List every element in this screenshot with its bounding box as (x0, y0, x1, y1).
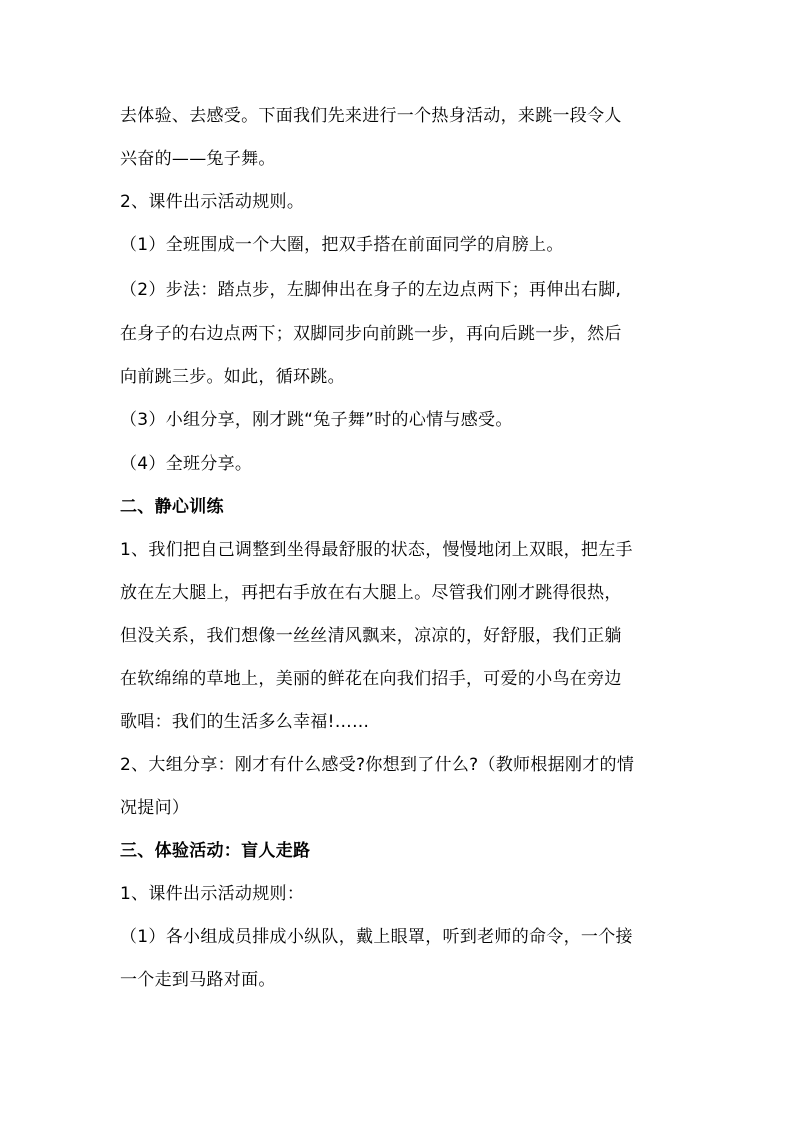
activity-rules-heading: 1、课件出示活动规则： (120, 884, 305, 904)
section-heading-3: 三、体验活动：盲人走路 (120, 841, 311, 861)
rule-4-line: （4）全班分享。 (120, 454, 253, 474)
meditation-line-4: 在软绵绵的草地上，美丽的鲜花在向我们招手，可爱的小鸟在旁边 (120, 669, 622, 689)
rule-2-line-3: 向前跳三步。如此，循环跳。 (120, 367, 345, 387)
meditation-line-2: 放在左大腿上，再把右手放在右大腿上。尽管我们刚才跳得很热， (120, 583, 622, 603)
paragraph-intro-line-1: 去体验、去感受。下面我们先来进行一个热身活动，来跳一段令人 (120, 106, 622, 126)
activity-rule-1-line-2: 一个走到马路对面。 (120, 970, 276, 990)
meditation-line-3: 但没关系，我们想像一丝丝清风飘来，凉凉的，好舒服，我们正躺 (120, 626, 622, 646)
group-share-line-1: 2、大组分享：刚才有什么感受?你想到了什么?（教师根据刚才的情 (120, 755, 635, 775)
paragraph-intro-line-2: 兴奋的——兔子舞。 (120, 149, 276, 169)
rule-3-line: （3）小组分享，刚才跳“兔子舞”时的心情与感受。 (120, 410, 513, 430)
step-2-rules-heading: 2、课件出示活动规则。 (120, 192, 305, 212)
group-share-line-2: 况提问） (120, 798, 190, 818)
meditation-line-5: 歌唱：我们的生活多么幸福!…… (120, 712, 370, 732)
rule-1-line: （1）全班围成一个大圈，把双手搭在前面同学的肩膀上。 (120, 235, 564, 255)
meditation-line-1: 1、我们把自己调整到坐得最舒服的状态，慢慢地闭上双眼，把左手 (120, 540, 633, 560)
activity-rule-1-line-1: （1）各小组成员排成小纵队，戴上眼罩，听到老师的命令，一个接 (120, 927, 633, 947)
section-heading-2: 二、静心训练 (120, 497, 224, 517)
rule-2-line-1: （2）步法：踏点步，左脚伸出在身子的左边点两下；再伸出右脚, (120, 280, 622, 300)
rule-2-line-2: 在身子的右边点两下；双脚同步向前跳一步，再向后跳一步，然后 (120, 324, 622, 344)
